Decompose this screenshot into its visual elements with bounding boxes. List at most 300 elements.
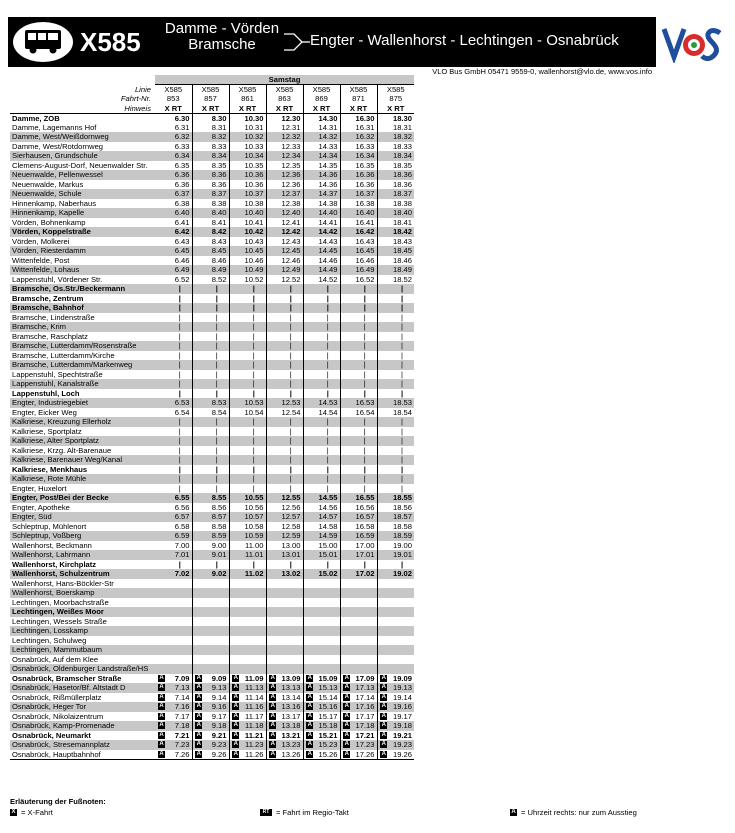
departure-time: | [326,331,329,341]
departure-time: 12.35 [281,160,301,170]
stop-name: Bramsche, Lutterdamm/Markenweg [10,360,155,370]
departure-time: 15.13 [316,683,340,693]
departure-time: 14.56 [318,502,338,512]
arrival-only-marker [192,227,205,237]
departure-time: | [168,417,192,427]
departure-time: 16.56 [355,502,375,512]
arrival-only-marker [303,398,316,408]
departure-time: 7.02 [168,569,192,579]
arrival-only-marker [229,218,242,228]
departure-time: 16.52 [355,274,375,284]
arrival-only-marker [377,341,390,351]
departure-time: 14.33 [318,141,338,151]
arrival-only-marker [340,265,353,275]
departure-time [279,645,303,655]
departure-time: 13.13 [279,683,303,693]
departure-time [390,636,414,646]
departure-time: | [400,464,404,474]
departure-time: | [178,426,181,436]
departure-time: | [363,369,366,379]
arrival-only-marker [155,655,168,665]
arrival-only-marker [155,161,168,171]
departure-time [316,636,340,646]
timetable-row [10,332,414,342]
departure-time: 7.13 [168,683,192,693]
arrival-only-marker [155,664,168,674]
arrival-only-marker [155,702,168,712]
departure-time: 6.30 [174,113,190,123]
departure-time: | [390,417,414,427]
departure-time [390,607,414,617]
departure-time: 12.53 [279,398,303,408]
arrival-badge: A [381,693,386,700]
arrival-only-marker [229,484,242,494]
departure-time [316,626,340,636]
arrival-only-marker [266,313,279,323]
departure-time: 8.38 [211,198,227,208]
arrival-only-marker [266,180,279,190]
arrival-only-marker [303,360,316,370]
arrival-badge: A [381,750,386,757]
arrival-only-marker [303,313,316,323]
departure-time: 14.59 [316,531,340,541]
arrival-badge: A [159,674,164,681]
arrival-only-marker [155,455,168,465]
departure-time: 10.45 [242,246,266,256]
timetable-row [10,265,414,275]
arrival-badge: A [159,731,164,738]
arrival-only-marker [303,246,316,256]
departure-time: 6.34 [168,151,192,161]
departure-time: | [215,331,218,341]
departure-time: | [178,350,181,360]
stop-name: Lechtingen, Schulweg [12,635,87,645]
arrival-only-marker [229,332,242,342]
departure-time: | [205,379,229,389]
arrival-only-marker [266,332,279,342]
departure-time: 7.23 [168,740,192,750]
arrival-only-marker [377,332,390,342]
linie-value: X585 [340,85,377,95]
departure-time [316,645,340,655]
departure-time: 11.17 [245,711,264,721]
departure-time: 17.21 [355,730,375,740]
timetable-row [10,712,414,722]
arrival-badge: A [159,703,164,710]
timetable-row [10,674,414,684]
arrival-only-marker [377,161,390,171]
arrival-only-marker [229,417,242,427]
timetable-row [10,113,414,123]
arrival-only-marker [229,360,242,370]
arrival-only-marker [340,227,353,237]
departure-time: 17.26 [353,750,377,760]
arrival-only-marker [229,123,242,133]
arrival-only-marker [377,541,390,551]
arrival-only-marker [377,607,390,617]
stop-name: Damme, West/Weißdornweg [10,132,155,142]
departure-time: | [178,312,181,322]
arrival-only-marker [192,132,205,142]
arrival-badge: A [307,703,312,710]
arrival-only-marker [192,683,205,693]
departure-time: | [242,436,266,446]
arrival-only-marker [192,598,205,608]
arrival-only-marker [192,123,205,133]
departure-time: 18.30 [392,113,412,123]
arrival-only-marker [155,626,168,636]
departure-time: | [279,341,303,351]
arrival-only-marker [266,626,279,636]
stop-name: Lechtingen, Losskamp [10,626,155,636]
stop-name: Sierhausen, Grundschule [10,151,155,161]
departure-time [205,579,229,589]
stop-name: Kalkriese, Kreuzung Ellerholz [10,417,155,427]
arrival-only-marker [192,417,205,427]
departure-time [205,636,229,646]
departure-time: | [401,331,403,341]
arrival-only-marker [229,246,242,256]
departure-time: | [353,360,377,370]
departure-time: 14.42 [316,227,340,237]
departure-time: | [326,559,329,569]
departure-time: 16.53 [353,398,377,408]
arrival-only-marker [340,683,353,693]
arrival-only-marker [340,503,353,513]
departure-time: 18.52 [392,274,412,284]
arrival-only-marker [155,341,168,351]
departure-time: 18.35 [392,160,412,170]
arrival-only-marker [266,199,279,209]
stop-name: Osnabrück, Heger Tor [10,702,155,712]
arrival-only-marker [266,503,279,513]
hinweis-value: X RT [340,104,377,114]
departure-time: 16.32 [353,132,377,142]
departure-time: 16.45 [353,246,377,256]
departure-time [279,607,303,617]
timetable-row [10,683,414,693]
departure-time: 14.30 [318,113,338,123]
arrival-only-marker [192,151,205,161]
linie-value: X585 [229,85,266,95]
departure-time: 15.16 [316,702,340,712]
timetable-row [10,408,414,418]
arrival-only-marker [303,208,316,218]
departure-time: 6.36 [168,170,192,180]
arrival-only-marker [303,142,316,152]
departure-time: 12.46 [281,255,301,265]
timetable-row [10,256,414,266]
departure-time: 12.56 [281,502,301,512]
departure-time [279,598,303,608]
arrival-only-marker [377,360,390,370]
arrival-only-marker [340,712,353,722]
departure-time [242,607,266,617]
departure-time [242,636,266,646]
departure-time: 10.46 [244,255,264,265]
stop-name: Kalkriese, Rote Mühle [10,474,155,484]
departure-time [205,607,229,617]
arrival-only-marker [155,370,168,380]
arrival-only-marker [303,227,316,237]
arrival-only-marker [340,351,353,361]
arrival-only-marker [303,417,316,427]
departure-time: 16.36 [353,170,377,180]
arrival-only-marker [340,294,353,304]
timetable-row [10,493,414,503]
stop-name: Kalkriese, Alter Sportplatz [10,436,155,446]
stop-name: Wallenhorst, Boerskamp [10,588,155,598]
arrival-only-marker [303,389,316,399]
arrival-only-marker [340,693,353,703]
arrival-only-marker [192,731,205,741]
departure-time: | [215,350,218,360]
departure-time: | [178,388,181,398]
departure-time [279,664,303,674]
arrival-only-marker [266,151,279,161]
arrival-only-marker [192,455,205,465]
departure-time: 16.37 [353,189,377,199]
arrival-only-marker [303,645,316,655]
arrival-only-marker [340,170,353,180]
departure-time: 9.26 [205,750,229,760]
stop-name: Osnabrück, Hauptbahnhof [10,750,155,760]
arrival-badge: A [233,741,238,748]
departure-time: | [168,284,192,294]
stop-name: Osnabrück, Rißmüllerplatz [12,692,102,702]
departure-time: 10.38 [244,198,264,208]
linie-value: X585 [266,85,303,95]
arrival-badge: A [344,684,349,691]
stop-name: Lechtingen, Wessels Straße [12,616,107,626]
departure-time: | [289,426,292,436]
departure-time: 9.16 [205,702,229,712]
arrival-badge: A [233,731,238,738]
departure-time: 12.52 [281,274,301,284]
arrival-only-marker [340,208,353,218]
timetable-row [10,237,414,247]
departure-time: 12.43 [281,236,301,246]
stop-name: Clemens-August-Dorf, Neuenwalder Str. [12,160,148,170]
timetable-row [10,322,414,332]
departure-time: | [252,559,255,569]
departure-time [205,588,229,598]
footnote-text: = X-Fahrt [21,808,53,817]
arrival-only-marker [155,579,168,589]
departure-time: 18.34 [390,151,414,161]
departure-time: | [326,312,329,322]
departure-time: | [353,303,377,313]
departure-time: 17.02 [353,569,377,579]
arrival-only-marker [340,474,353,484]
vos-logo [660,23,726,63]
arrival-only-marker [266,360,279,370]
departure-time: 16.59 [353,531,377,541]
departure-time: 6.57 [168,512,192,522]
departure-time: 16.42 [353,227,377,237]
stop-name: Lappenstuhl, Loch [12,388,80,398]
arrival-only-marker [340,598,353,608]
arrival-only-marker [340,655,353,665]
departure-time: 16.35 [355,160,375,170]
departure-time: | [326,388,329,398]
arrival-only-marker [229,379,242,389]
arrival-only-marker [303,655,316,665]
arrival-only-marker [266,142,279,152]
departure-time: 18.55 [390,493,414,503]
arrival-only-marker [266,370,279,380]
departure-time: 10.55 [242,493,266,503]
timetable-row [10,189,414,199]
header-bar [8,17,656,67]
arrival-only-marker [303,617,316,627]
departure-time: 12.42 [279,227,303,237]
arrival-only-marker [155,683,168,693]
departure-time: 16.31 [355,122,375,132]
arrival-only-marker [266,531,279,541]
arrival-only-marker [303,370,316,380]
arrival-only-marker [229,303,242,313]
departure-time: | [242,474,266,484]
departure-time: 15.09 [318,673,338,683]
route-destination: Engter - Wallenhorst - Lechtingen - Osnabrück [310,32,619,49]
departure-time [242,598,266,608]
departure-time: 19.14 [392,692,412,702]
arrival-only-marker [340,579,353,589]
arrival-only-marker [266,579,279,589]
departure-time: 11.02 [242,569,266,579]
departure-time: 10.49 [242,265,266,275]
departure-time: | [363,350,366,360]
timetable-row [10,550,414,560]
arrival-only-marker [229,465,242,475]
departure-time: 16.43 [355,236,375,246]
arrival-only-marker [229,189,242,199]
timetable-row [10,199,414,209]
arrival-only-marker [303,607,316,617]
departure-time: 17.01 [353,550,377,560]
timetable-row [10,360,414,370]
timetable-row [10,227,414,237]
departure-time: 11.01 [242,550,266,560]
stop-name: Osnabrück, Nikolaizentrum [12,711,104,721]
departure-time: | [363,445,366,455]
departure-time: 8.43 [211,236,227,246]
departure-time: | [215,312,218,322]
timetable-row [10,607,414,617]
departure-time: | [289,369,292,379]
departure-time: 12.41 [281,217,301,227]
arrival-only-marker [192,265,205,275]
arrival-only-marker [155,379,168,389]
departure-time: 10.41 [244,217,264,227]
departure-time: | [353,436,377,446]
arrival-only-marker [340,636,353,646]
timetable-row [10,617,414,627]
arrival-only-marker [340,313,353,323]
departure-time: | [401,483,403,493]
timetable-row [10,161,414,171]
arrival-only-marker [340,379,353,389]
departure-time: 18.57 [390,512,414,522]
hinweis-value: X RT [192,104,229,114]
departure-time [390,617,414,627]
departure-time: | [401,445,403,455]
departure-time: 16.38 [355,198,375,208]
arrival-only-marker [377,256,390,266]
departure-time: 18.33 [392,141,412,151]
arrival-badge: A [196,731,201,738]
arrival-only-marker [340,370,353,380]
arrival-only-marker [340,246,353,256]
departure-time [168,655,192,665]
arrival-only-marker [266,683,279,693]
arrival-only-marker [340,237,353,247]
stop-name: Bramsche, Raschplatz [12,331,88,341]
arrival-badge: A [381,712,386,719]
arrival-only-marker [229,455,242,465]
route-start: Damme - Vörden Bramsche [164,20,280,53]
arrival-only-marker [340,284,353,294]
arrival-only-marker [229,674,242,684]
departure-time: 10.33 [244,141,264,151]
arrival-only-marker [266,303,279,313]
arrival-only-marker [377,113,390,123]
arrival-only-marker [377,531,390,541]
arrival-only-marker [377,303,390,313]
departure-time: | [326,293,329,303]
arrival-only-marker [377,550,390,560]
arrival-only-marker [377,408,390,418]
arrival-only-marker [377,674,390,684]
departure-time: 12.34 [279,151,303,161]
departure-time [353,588,377,598]
departure-time [242,664,266,674]
arrival-only-marker [266,569,279,579]
arrival-only-marker [155,417,168,427]
arrival-only-marker [377,484,390,494]
arrival-only-marker [229,522,242,532]
arrival-only-marker [155,332,168,342]
arrival-only-marker [266,256,279,266]
departure-time: 13.26 [279,750,303,760]
arrival-only-marker [229,607,242,617]
departure-time: | [289,350,292,360]
arrival-badge: A [270,731,275,738]
fahrt-label: Fahrt-Nr. [120,94,151,104]
departure-time: 10.30 [244,113,264,123]
departure-time: 10.31 [244,122,264,132]
timetable-row [10,721,414,731]
departure-time: 6.43 [174,236,190,246]
departure-time: 15.21 [318,730,338,740]
arrival-only-marker [377,237,390,247]
arrival-only-marker [192,550,205,560]
timetable-row [10,664,414,674]
footnote-text: = Fahrt im Regio-Takt [276,808,349,817]
arrival-only-marker [155,284,168,294]
arrival-only-marker [155,199,168,209]
timetable-row [10,740,414,750]
arrival-only-marker [266,123,279,133]
departure-time: 19.09 [392,673,412,683]
arrival-only-marker [340,607,353,617]
timetable-row [10,170,414,180]
departure-time: 14.41 [318,217,338,227]
stop-name: Damme, ZOB [12,113,60,123]
timetable-row [10,379,414,389]
departure-time: | [363,312,366,322]
